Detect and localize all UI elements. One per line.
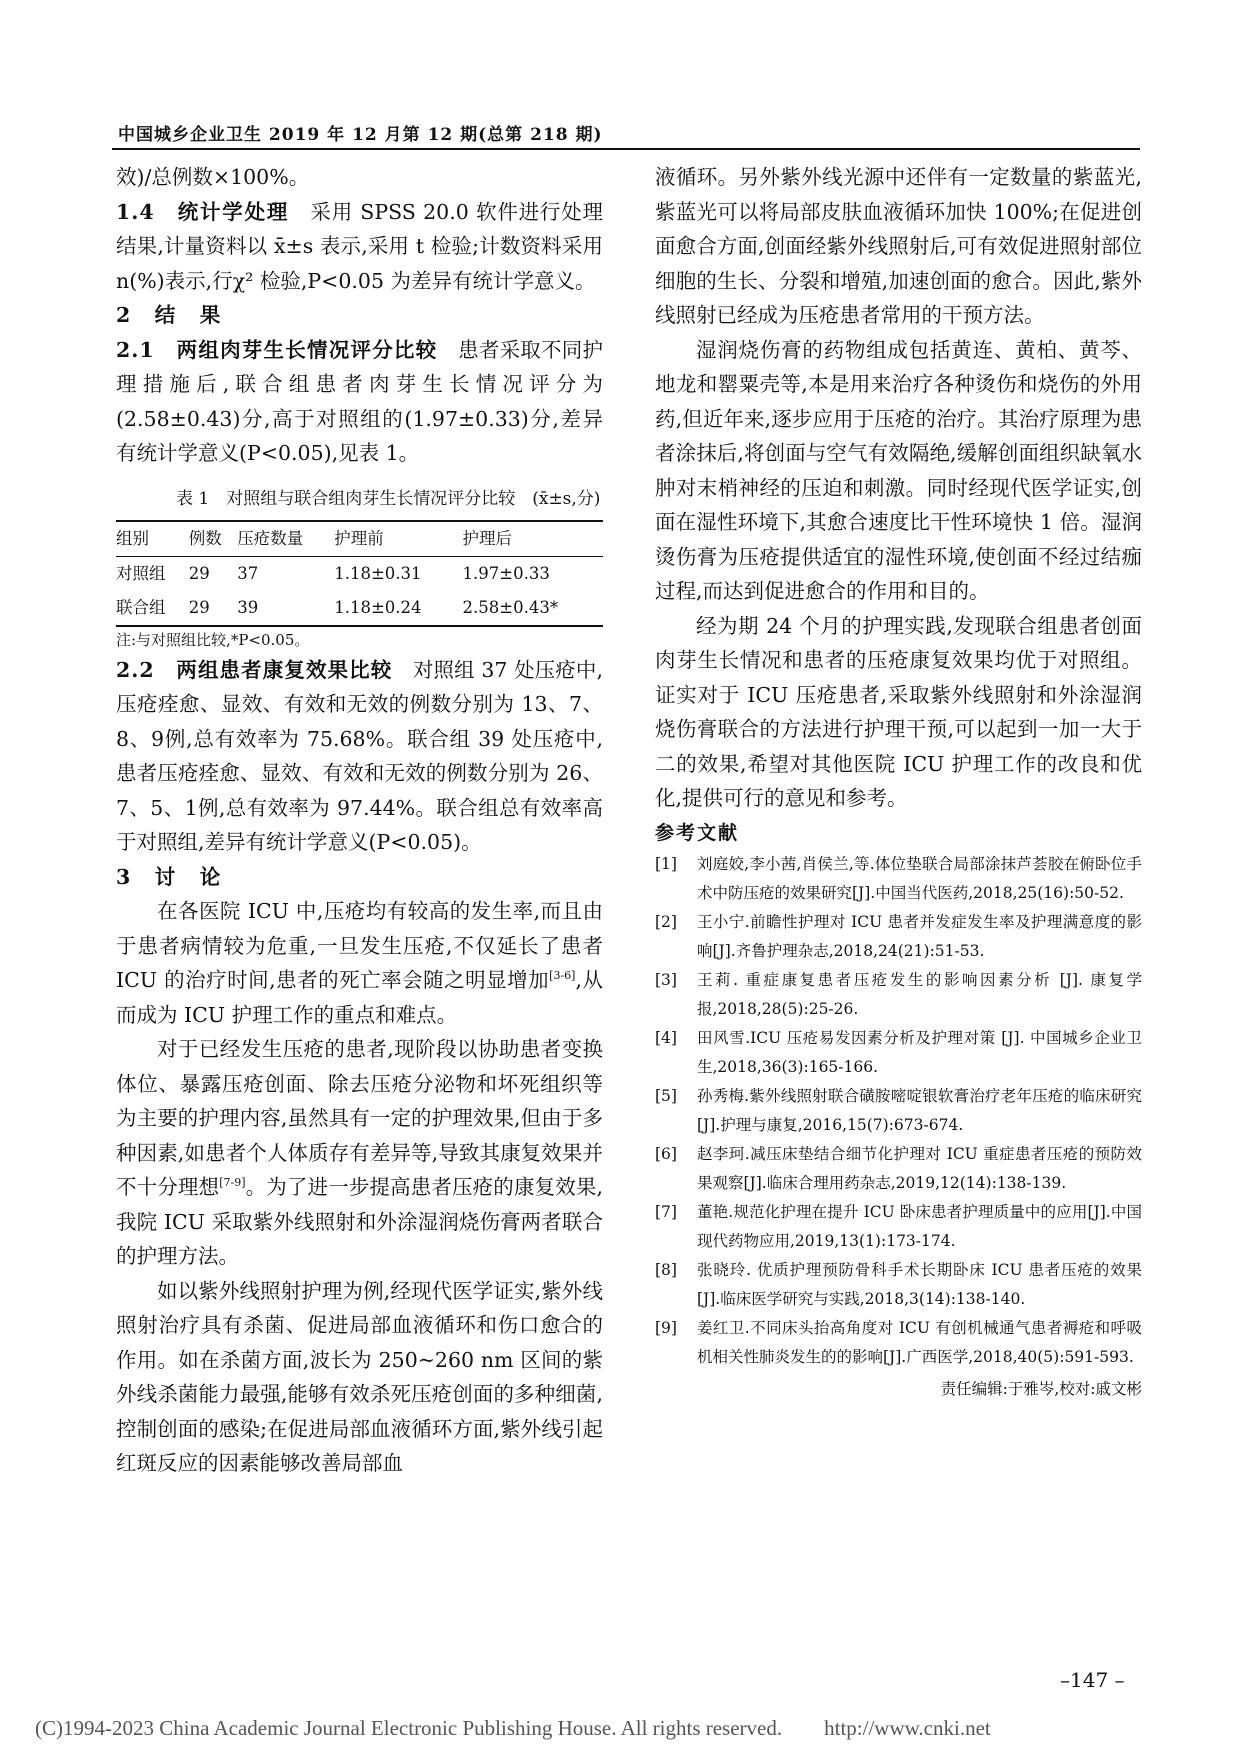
reference-number: [7] bbox=[655, 1203, 677, 1221]
reference-number: [9] bbox=[655, 1319, 677, 1337]
reference-item bbox=[655, 1140, 1142, 1198]
table-row bbox=[116, 591, 603, 626]
reference-text: 刘庭姣,李小茜,肖侯兰,等.体位垫联合局部涂抹芦荟胶在俯卧位手术中防压疮的效果研究[J].中国当代医药,2018,25(16):50-52. bbox=[697, 855, 1142, 902]
reference-text: 王小宁.前瞻性护理对 ICU 患者并发症发生率及护理满意度的影响[J].齐鲁护理杂志,2018,24(21):51-53. bbox=[697, 913, 1142, 960]
citation: [7-9] bbox=[219, 1176, 246, 1190]
reference-text: 董艳.规范化护理在提升 ICU 卧床患者护理质量中的应用[J].中国现代药物应用,2019,13(1):173-174. bbox=[697, 1203, 1142, 1250]
reference-item bbox=[655, 908, 1142, 966]
text-run: 。为了进一步提高患者压疮的康复效果,我院 ICU 采取紫外线照射和外涂湿润烧伤膏两者联合的护理方法。 bbox=[116, 1175, 604, 1268]
section-1-4-text: 采用 SPSS 20.0 软件进行处理结果,计量资料以 x̄±s 表示,采用 t 检验;计数资料采用 n(%)表示,行χ² 检验,P<0.05 为差异有统计学意义。 bbox=[116, 199, 603, 293]
table-cell: 39 bbox=[237, 591, 334, 626]
running-head: 中国城乡企业卫生 2019 年 12 月第 12 期(总第 218 期) bbox=[118, 125, 603, 145]
reference-item bbox=[655, 1024, 1142, 1082]
paragraph-formula-end: 效)/总例数×100%。 bbox=[116, 165, 310, 189]
copyright-notice: (C)1994-2023 China Academic Journal Electronic Publishing House. All rights reserved. http://www.cnki.net bbox=[35, 1716, 991, 1740]
section-2-title: 2 结 果 bbox=[116, 303, 223, 327]
table-cell: 1.18±0.24 bbox=[334, 591, 462, 626]
right-paragraph-2: 湿润烧伤膏的药物组成包括黄连、黄柏、黄芩、地龙和罂粟壳等,本是用来治疗各种烫伤和烧伤的外用药,但近年来,逐步应用于压疮的治疗。其治疗原理为患者涂抹后,将创面与空气有效隔绝,缓解创面组织缺氧水肿对末梢神经的压迫和刺激。同时经现代医学证实,创面在湿性环境下,其愈合速度比干性环境快 1 倍。湿润烫伤膏为压疮提供适宜的湿性环境,使创面不经过结痂过程,而达到促进愈合的作用和目的。 bbox=[655, 337, 1142, 603]
text-run: 对于已经发生压疮的患者,现阶段以协助患者变换体位、暴露压疮创面、除去压疮分泌物和坏死组织等为主要的护理内容,虽然具有一定的护理效果,但由于多种因素,如患者个人体质存有差异等,导致其康复效果并不十分理想 bbox=[116, 1037, 603, 1199]
reference-item bbox=[655, 966, 1142, 1024]
table-header-cell: 压疮数量 bbox=[237, 521, 334, 557]
reference-list bbox=[655, 850, 1142, 1372]
table-row bbox=[116, 556, 603, 591]
table-cell: 对照组 bbox=[116, 563, 166, 583]
discussion-paragraph-2 bbox=[116, 1032, 603, 1274]
references-title: 参考文献 bbox=[655, 821, 740, 844]
table-header-row bbox=[116, 521, 603, 557]
text-run: ,从而成为 ICU 护理工作的重点和难点。 bbox=[116, 968, 603, 1027]
reference-number: [1] bbox=[655, 855, 677, 873]
reference-text: 张晓玲. 优质护理预防骨科手术长期卧床 ICU 患者压疮的效果[J].临床医学研究与实践,2018,3(14):138-140. bbox=[697, 1261, 1142, 1308]
table-1-caption: 表 1 对照组与联合组肉芽生长情况评分比较 (x̄±s,分) bbox=[176, 488, 601, 509]
reference-number: [5] bbox=[655, 1087, 677, 1105]
table-cell: 29 bbox=[188, 563, 210, 583]
discussion-paragraph-3: 如以紫外线照射护理为例,经现代医学证实,紫外线照射治疗具有杀菌、促进局部血液循环和伤口愈合的作用。如在杀菌方面,波长为 250~260 nm 区间的紫外线杀菌能力最强,能够有效杀死压疮创面的多种细菌,控制创面的感染;在促进局部血液循环方面,紫外线引起红斑反应的因素能够改善局部血 bbox=[116, 1278, 603, 1475]
table-cell: 1.97±0.33 bbox=[462, 563, 550, 583]
table-cell: 联合组 bbox=[116, 591, 189, 626]
citation: [3-6] bbox=[549, 969, 576, 983]
section-2-1 bbox=[116, 333, 603, 471]
table-cell: 37 bbox=[237, 563, 259, 583]
table-header-cell: 组别 bbox=[116, 521, 189, 557]
editor-credit: 责任编辑:于雅岑,校对:戚文彬 bbox=[940, 1380, 1142, 1398]
section-1-4-title: 1.4 统计学处理 bbox=[116, 199, 290, 224]
header-rule bbox=[112, 148, 1140, 150]
table-cell: 29 bbox=[189, 591, 237, 626]
right-column bbox=[655, 160, 1142, 1404]
table-header-cell: 例数 bbox=[189, 521, 237, 557]
table-header-cell: 护理前 bbox=[334, 521, 462, 557]
reference-item bbox=[655, 1082, 1142, 1140]
reference-number: [4] bbox=[655, 1029, 677, 1047]
section-2-2-title: 2.2 两组患者康复效果比较 bbox=[116, 657, 393, 682]
reference-text: 田风雪.ICU 压疮易发因素分析及护理对策 [J]. 中国城乡企业卫生,2018,36(3):165-166. bbox=[697, 1029, 1142, 1076]
section-1-4 bbox=[116, 195, 603, 299]
right-paragraph-3: 经为期 24 个月的护理实践,发现联合组患者创面肉芽生长情况和患者的压疮康复效果均优于对照组。证实对于 ICU 压疮患者,采取紫外线照射和外涂湿润烧伤膏联合的方法进行护理干预,可以起到一加一大于二的效果,希望对其他医院 ICU 护理工作的改良和优化,提供可行的意见和参考。 bbox=[655, 613, 1142, 810]
text-run: 在各医院 ICU 中,压疮均有较高的发生率,而且由于患者病情较为危重,一旦发生压疮,不仅延长了患者 ICU 的治疗时间,患者的死亡率会随之明显增加 bbox=[116, 899, 603, 992]
page-number: –147 – bbox=[1060, 1668, 1125, 1692]
reference-number: [2] bbox=[655, 913, 677, 931]
reference-item bbox=[655, 1314, 1142, 1372]
reference-item bbox=[655, 1256, 1142, 1314]
reference-number: [8] bbox=[655, 1261, 677, 1279]
reference-number: [6] bbox=[655, 1145, 677, 1163]
reference-item bbox=[655, 1198, 1142, 1256]
left-column bbox=[116, 160, 603, 1481]
reference-text: 姜红卫.不同床头抬高角度对 ICU 有创机械通气患者褥疮和呼吸机相关性肺炎发生的的影响[J].广西医学,2018,40(5):591-593. bbox=[697, 1319, 1142, 1366]
section-3-title: 3 讨 论 bbox=[116, 864, 223, 889]
table-1 bbox=[116, 520, 603, 627]
section-2-2 bbox=[116, 653, 603, 860]
reference-text: 赵李珂.减压床垫结合细节化护理对 ICU 重症患者压疮的预防效果观察[J].临床合理用药杂志,2019,12(14):138-139. bbox=[697, 1145, 1142, 1192]
section-2-1-text: 患者采取不同护理措施后,联合组患者肉芽生长情况评分为(2.58±0.43)分,高于对照组的(1.97±0.33)分,差异有统计学意义(P<0.05),见表 1。 bbox=[116, 337, 603, 465]
discussion-paragraph-1 bbox=[116, 894, 603, 1032]
table-cell: 1.18±0.31 bbox=[334, 563, 422, 583]
reference-text: 孙秀梅.紫外线照射联合磺胺嘧啶银软膏治疗老年压疮的临床研究[J].护理与康复,2016,15(7):673-674. bbox=[697, 1087, 1142, 1134]
reference-item bbox=[655, 850, 1142, 908]
table-header-cell: 护理后 bbox=[463, 521, 603, 557]
reference-number: [3] bbox=[655, 971, 677, 989]
reference-text: 王莉. 重症康复患者压疮发生的影响因素分析 [J]. 康复学报,2018,28(5):25-26. bbox=[697, 971, 1142, 1018]
table-cell: 2.58±0.43* bbox=[463, 591, 603, 626]
section-2-2-text: 对照组 37 处压疮中,压疮痊愈、显效、有效和无效的例数分别为 13、7、8、9例,总有效率为 75.68%。联合组 39 处压疮中,患者压疮痊愈、显效、有效和无效的例数分别为 26、7、5、1例,总有效率为 97.44%。联合组总有效率高于对照组,差异有统计学意义(P<0.05)。 bbox=[116, 657, 603, 854]
section-2-1-title: 2.1 两组肉芽生长情况评分比较 bbox=[116, 337, 438, 362]
right-paragraph-1: 液循环。另外紫外线光源中还伴有一定数量的紫蓝光,紫蓝光可以将局部皮肤血液循环加快 100%;在促进创面愈合方面,创面经紫外线照射后,可有效促进照射部位细胞的生长、分裂和增殖,加速创面的愈合。因此,紫外线照射已经成为压疮患者常用的干预方法。 bbox=[655, 165, 1142, 327]
table-1-note: 注:与对照组比较,*P<0.05。 bbox=[116, 630, 310, 649]
